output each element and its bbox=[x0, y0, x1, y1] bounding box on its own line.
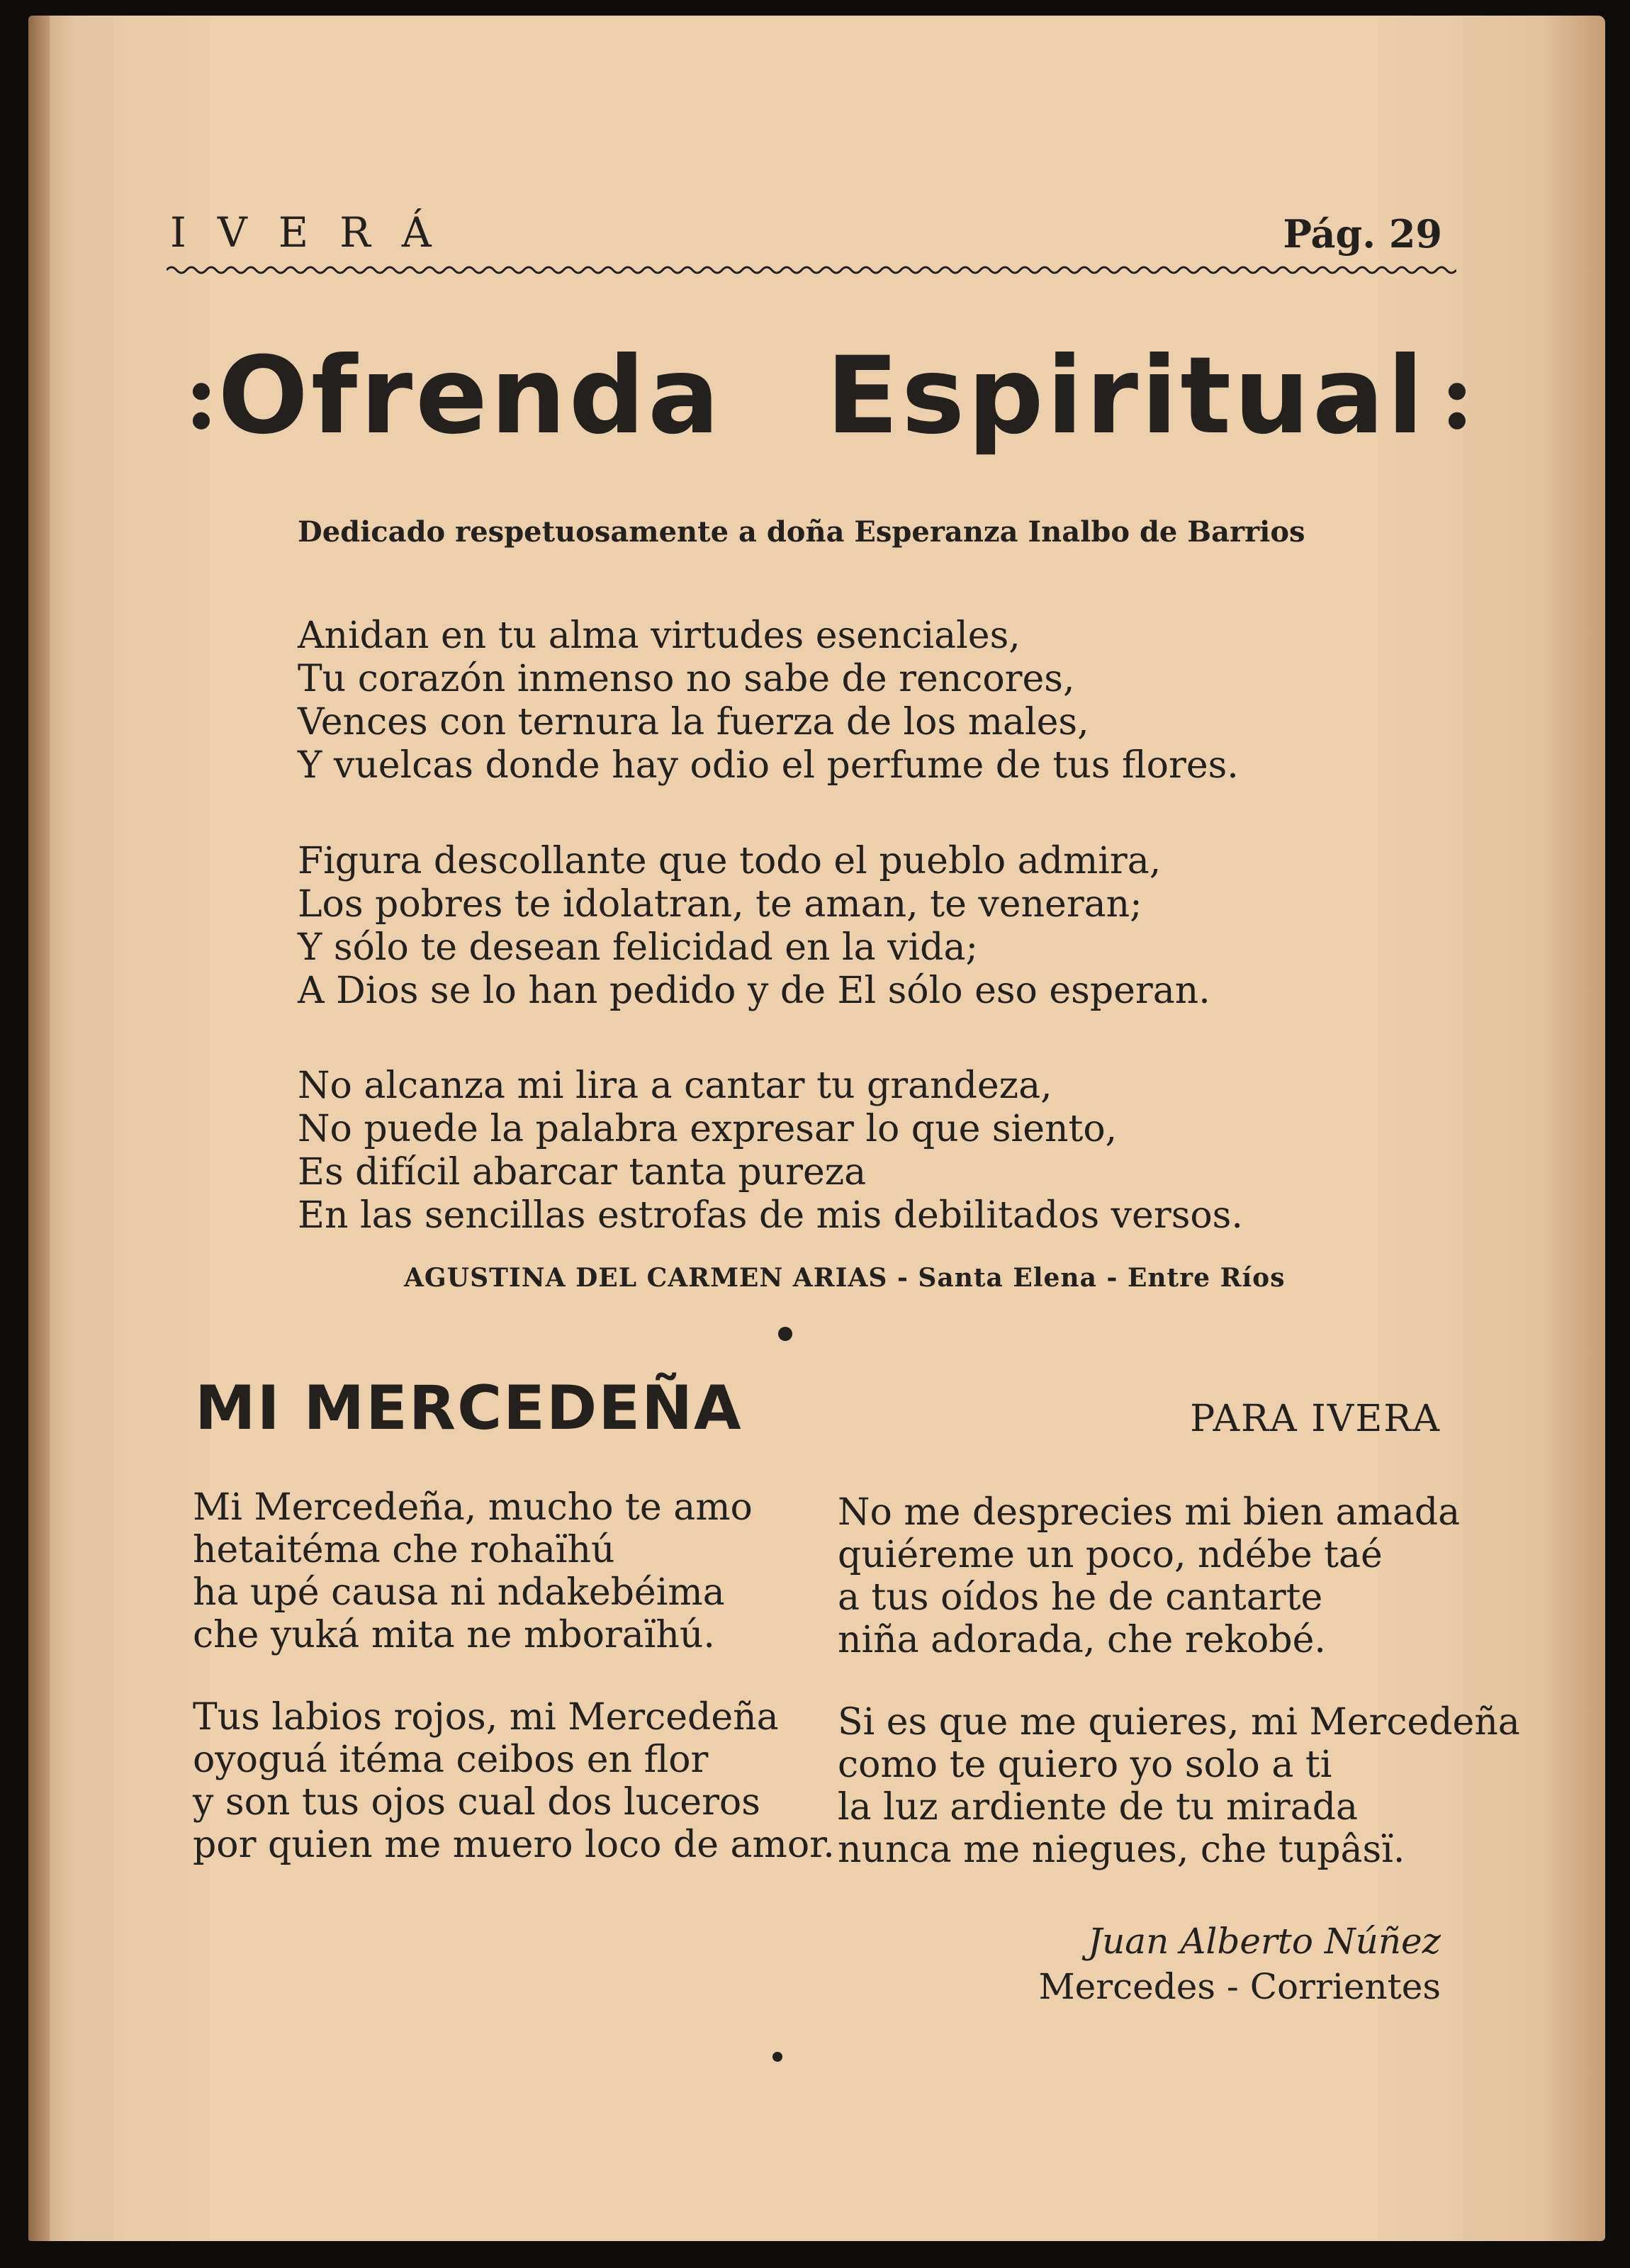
footer-dot bbox=[772, 2052, 782, 2062]
magazine-page bbox=[28, 16, 1605, 2241]
poem-line: ha upé causa ni ndakebéima bbox=[193, 1571, 725, 1614]
poem2-stanza bbox=[838, 1491, 1520, 1661]
poem-line: No puede la palabra expresar lo que siento, bbox=[298, 1108, 1118, 1150]
poem1-stanza bbox=[298, 614, 1239, 787]
poem2-author-place: Mercedes - Corrientes bbox=[1038, 1966, 1441, 2007]
poem1-stanza bbox=[298, 840, 1210, 1013]
poem2-dedication: PARA IVERA bbox=[1190, 1398, 1441, 1440]
poem-line: No alcanza mi lira a cantar tu grandeza, bbox=[298, 1065, 1052, 1107]
poem-line: Y sólo te desean felicidad en la vida; bbox=[298, 926, 978, 969]
poem-line: Figura descollante que todo el pueblo admira, bbox=[298, 840, 1162, 882]
page-spine-shadow bbox=[28, 16, 50, 2241]
poem-line: No me desprecies mi bien amada bbox=[838, 1491, 1461, 1534]
poem-line: Anidan en tu alma virtudes esenciales, bbox=[298, 614, 1021, 657]
title-colon-right: : bbox=[1440, 342, 1474, 450]
poem-line: quiéreme un poco, ndébe taé bbox=[838, 1534, 1383, 1576]
poem2-left-column bbox=[193, 1486, 835, 1866]
publication-name: IVERÁ bbox=[170, 208, 463, 257]
title-colon-left: : bbox=[184, 342, 218, 450]
poem1-dedication: Dedicado respetuosamente a doña Esperanza Inalbo de Barrios bbox=[298, 515, 1305, 549]
poem2-right-column bbox=[838, 1491, 1520, 1871]
poem2-stanza bbox=[838, 1701, 1520, 1871]
poem1-author: AGUSTINA DEL CARMEN ARIAS - Santa Elena - Entre Ríos bbox=[404, 1263, 1286, 1293]
poem-line: Tu corazón inmenso no sabe de rencores, bbox=[298, 658, 1075, 700]
poem-line: la luz ardiente de tu mirada bbox=[838, 1786, 1359, 1829]
poem-line: hetaitéma che rohaïhú bbox=[193, 1529, 615, 1571]
poem-line: Y vuelcas donde hay odio el perfume de tus flores. bbox=[298, 744, 1239, 787]
page-number: Pág. 29 bbox=[1283, 211, 1442, 257]
poem-line: nunca me niegues, che tupâsï. bbox=[838, 1829, 1405, 1871]
poem2-author-name: Juan Alberto Núñez bbox=[1088, 1921, 1441, 1962]
poem-line: como te quiero yo solo a ti bbox=[838, 1744, 1332, 1786]
poem-line: Es difícil abarcar tanta pureza bbox=[298, 1151, 867, 1194]
poem2-signature bbox=[1038, 1919, 1441, 2009]
poem-line: niña adorada, che rekobé. bbox=[838, 1619, 1326, 1661]
poem1-title-block bbox=[170, 327, 1474, 469]
poem1-stanza bbox=[298, 1065, 1243, 1237]
poem-line: oyoguá itéma ceibos en flor bbox=[193, 1739, 709, 1781]
poem-line: Los pobres te idolatran, te aman, te veneran; bbox=[298, 883, 1142, 926]
poem-line: En las sencillas estrofas de mis debilitados versos. bbox=[298, 1194, 1243, 1237]
wavy-rule bbox=[167, 264, 1456, 276]
section-divider-dot bbox=[778, 1327, 792, 1341]
poem2-stanza bbox=[193, 1696, 835, 1866]
poem-line: che yuká mita ne mboraïhú. bbox=[193, 1614, 715, 1656]
poem-line: y son tus ojos cual dos luceros bbox=[193, 1781, 760, 1824]
poem-line: Tus labios rojos, mi Mercedeña bbox=[193, 1696, 779, 1739]
poem-line: Si es que me quieres, mi Mercedeña bbox=[838, 1701, 1520, 1744]
poem-line: A Dios se lo han pedido y de El sólo eso esperan. bbox=[298, 970, 1210, 1012]
poem2-title: MI MERCEDEÑA bbox=[195, 1373, 743, 1444]
poem-line: por quien me muero loco de amor. bbox=[193, 1824, 835, 1866]
poem-line: a tus oídos he de cantarte bbox=[838, 1576, 1323, 1619]
poem-line: Mi Mercedeña, mucho te amo bbox=[193, 1486, 753, 1529]
poem2-stanza bbox=[193, 1486, 835, 1656]
poem1-title: Ofrenda Espiritual bbox=[218, 335, 1427, 458]
poem-line: Vences con ternura la fuerza de los males, bbox=[298, 701, 1089, 743]
